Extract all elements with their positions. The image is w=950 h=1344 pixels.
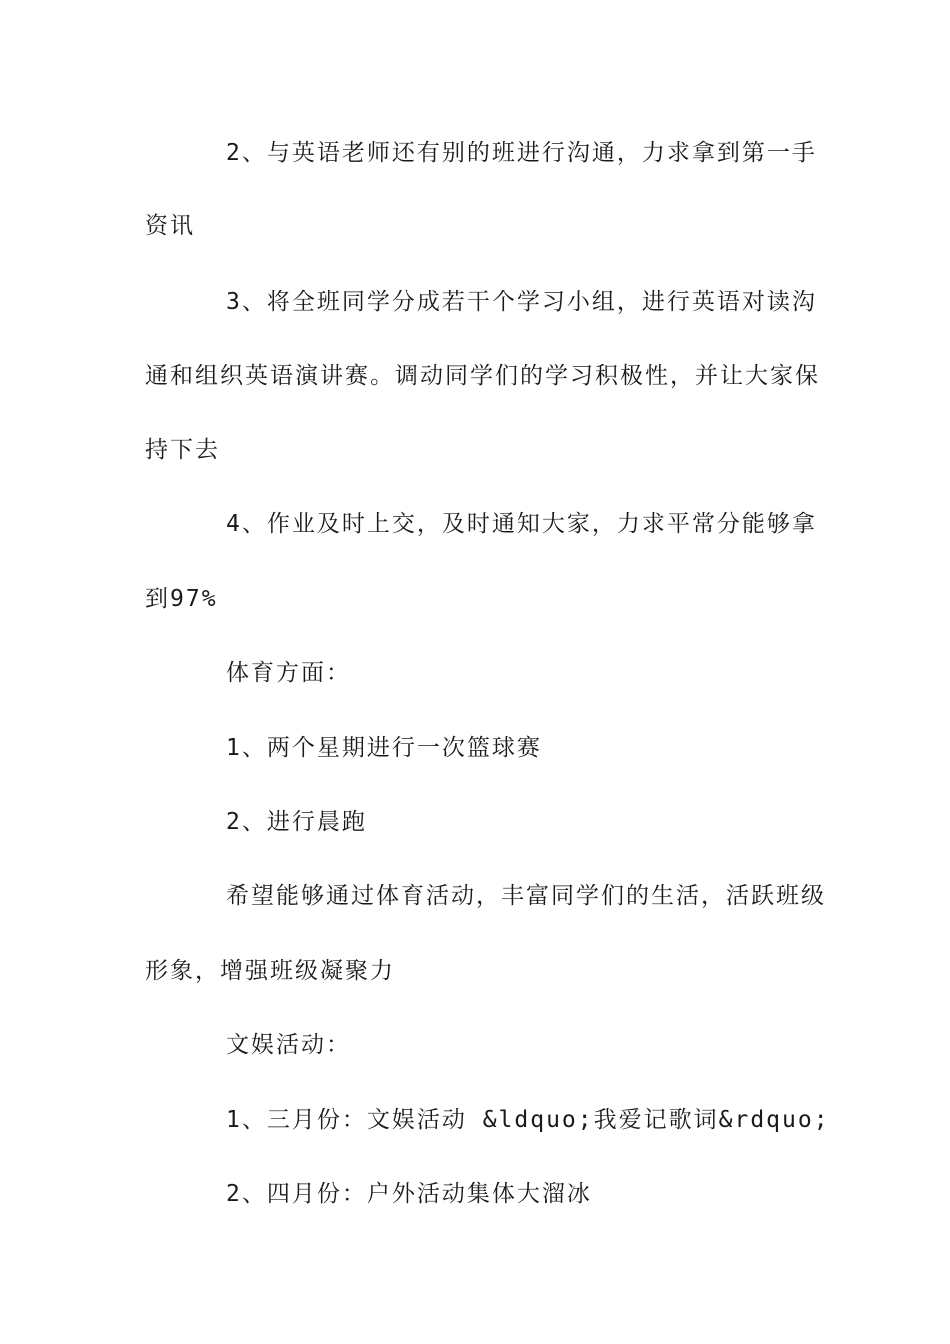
paragraph-line: 通和组织英语演讲赛。调动同学们的学习积极性，并让大家保 [145, 363, 820, 389]
paragraph-line: 希望能够通过体育活动，丰富同学们的生活，活跃班级 [226, 883, 826, 909]
section-heading: 文娱活动： [226, 1032, 351, 1058]
paragraph-line: 4、作业及时上交，及时通知大家，力求平常分能够拿 [226, 511, 817, 537]
paragraph-line: 3、将全班同学分成若干个学习小组，进行英语对读沟 [226, 289, 817, 315]
paragraph-line: 形象，增强班级凝聚力 [145, 958, 395, 984]
list-item: 2、进行晨跑 [226, 809, 367, 835]
list-item: 2、四月份：户外活动集体大溜冰 [226, 1181, 592, 1207]
list-item: 1、三月份：文娱活动 &ldquo;我爱记歌词&rdquo; [226, 1107, 830, 1133]
paragraph-line: 2、与英语老师还有别的班进行沟通，力求拿到第一手 [226, 140, 817, 166]
paragraph-line: 到97% [145, 586, 218, 612]
paragraph-line: 资讯 [145, 213, 195, 239]
list-item: 1、两个星期进行一次篮球赛 [226, 735, 542, 761]
section-heading: 体育方面： [226, 660, 351, 686]
paragraph-line: 持下去 [145, 437, 220, 463]
